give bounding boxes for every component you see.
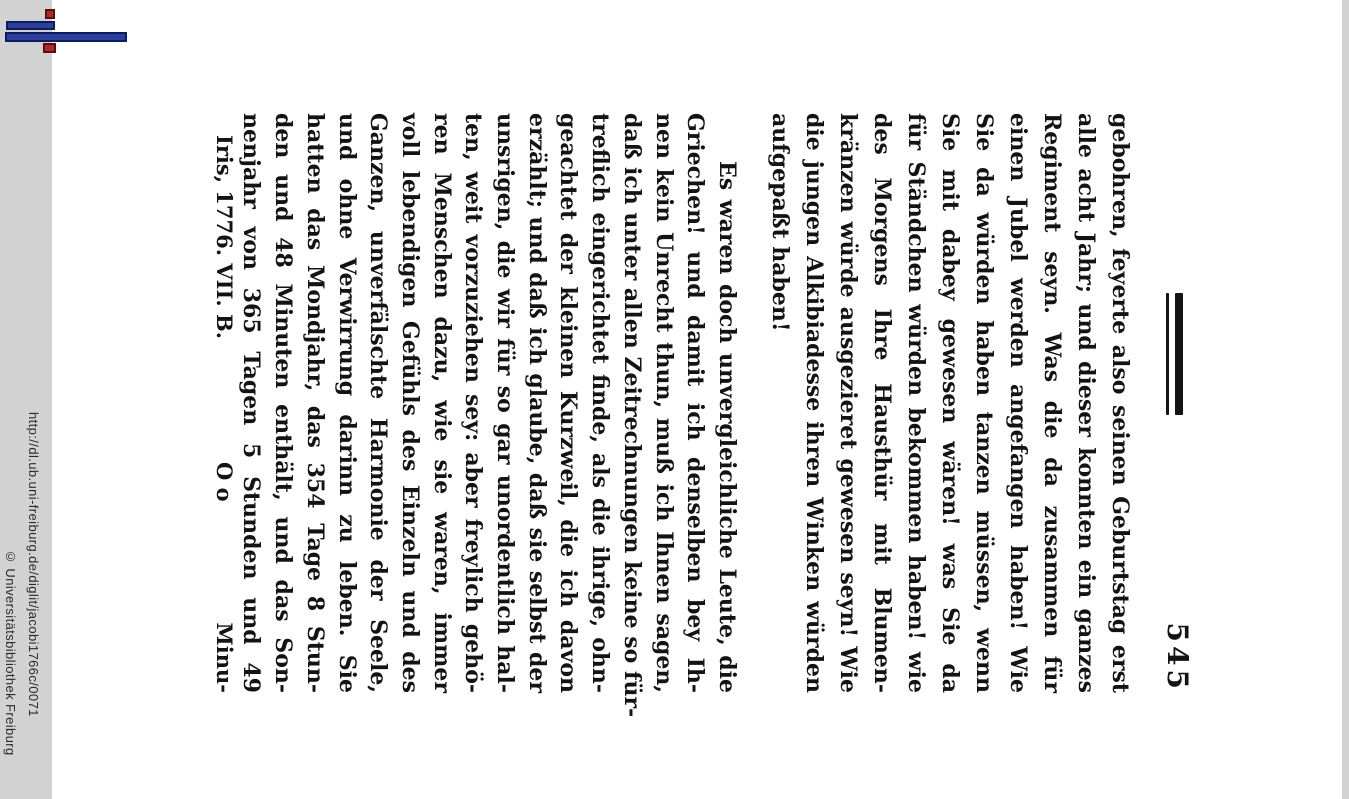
text-line: Regiment seyn. Was die da zusammen für <box>1039 113 1065 693</box>
copyright-notice: © Universitätsbibliothek Freiburg <box>3 549 18 756</box>
header-rule <box>1166 293 1183 415</box>
text-line: die jungen Alkibiadesse ihren Winken würden <box>801 113 827 693</box>
text-line: Ganzen, unverfälschte Harmonie der Seele, <box>365 113 392 693</box>
text-line: Es waren doch unvergleichliche Leute, die <box>714 161 740 693</box>
text-line: hatten das Mondjahr, das 354 Tage 8 Stun- <box>301 113 328 693</box>
text-line: nen kein Unrecht thun, muß ich Ihnen sagen, <box>650 113 677 693</box>
text-line: daß ich unter allen Zeitrechnungen keine so für- <box>618 113 645 718</box>
scanned-page <box>52 0 1343 799</box>
journal-signature: Iris, 1776. VII. B. <box>212 135 237 340</box>
text-line: ten, weit vorzuziehen sey: aber freylich gehö- <box>460 113 487 693</box>
text-line: aufgepaßt haben! <box>767 113 793 332</box>
source-url: http://dl.ub.uni-freiburg.de/diglit/jacobi1766c/0071 <box>26 412 41 717</box>
text-line: Sie mit dabey gewesen wären! was Sie da <box>937 113 963 693</box>
right-gutter <box>1342 0 1349 799</box>
text-line: unsrigen, die wir für so gar unordentlich hal- <box>492 113 519 693</box>
text-line: Sie da würden haben tanzen müssen, wenn <box>971 113 997 693</box>
text-line: Griechen! und damit ich denselben bey Ih- <box>682 113 709 693</box>
text-line: nenjahr von 365 Tagen 5 Stunden und 49 <box>238 113 265 693</box>
header-rule-thick <box>1175 293 1183 415</box>
text-line: kränzen würde ausgezieret gewesen seyn! Wie <box>835 113 861 693</box>
text-line: des Morgens Ihre Hausthür mit Blumen- <box>869 113 895 693</box>
text-line: erzählt; und daß ich glaube, daß sie selbst der <box>523 113 550 693</box>
text-line: und ohne Verwirrung darinn zu leben. Sie <box>333 113 360 693</box>
page-number: 545 <box>1161 622 1194 693</box>
text-line: geachtet der kleinen Kurzweil, die ich davon <box>555 113 582 693</box>
paragraph-1 <box>763 113 1137 693</box>
text-line: für Ständchen würden bekommen haben! wie <box>903 113 929 693</box>
text-line: ren Menschen dazu, wie sie waren, immer <box>428 113 455 693</box>
header-rule-thin <box>1166 293 1169 415</box>
text-line: gebohren, feyerte also seinen Geburtstag erst <box>1107 113 1133 693</box>
text-line: einen Jubel werden angefangen haben! Wie <box>1005 113 1031 693</box>
paragraph-2 <box>235 113 742 718</box>
signature-line <box>207 113 237 693</box>
text-line: treflich eingerichtet finde, als die ihrige, ohn- <box>587 113 614 693</box>
sheet-signature: O o <box>212 462 237 502</box>
catchword: Minu- <box>212 622 237 693</box>
text-line: alle acht Jahr; und dieser konnten ein ganzes <box>1073 113 1099 693</box>
text-line: voll lebendigen Gefühls des Einzeln und des <box>396 113 423 693</box>
text-line: den und 48 Minuten enthält, und das Son- <box>270 113 297 693</box>
logo-blue-bar-short <box>6 21 55 30</box>
